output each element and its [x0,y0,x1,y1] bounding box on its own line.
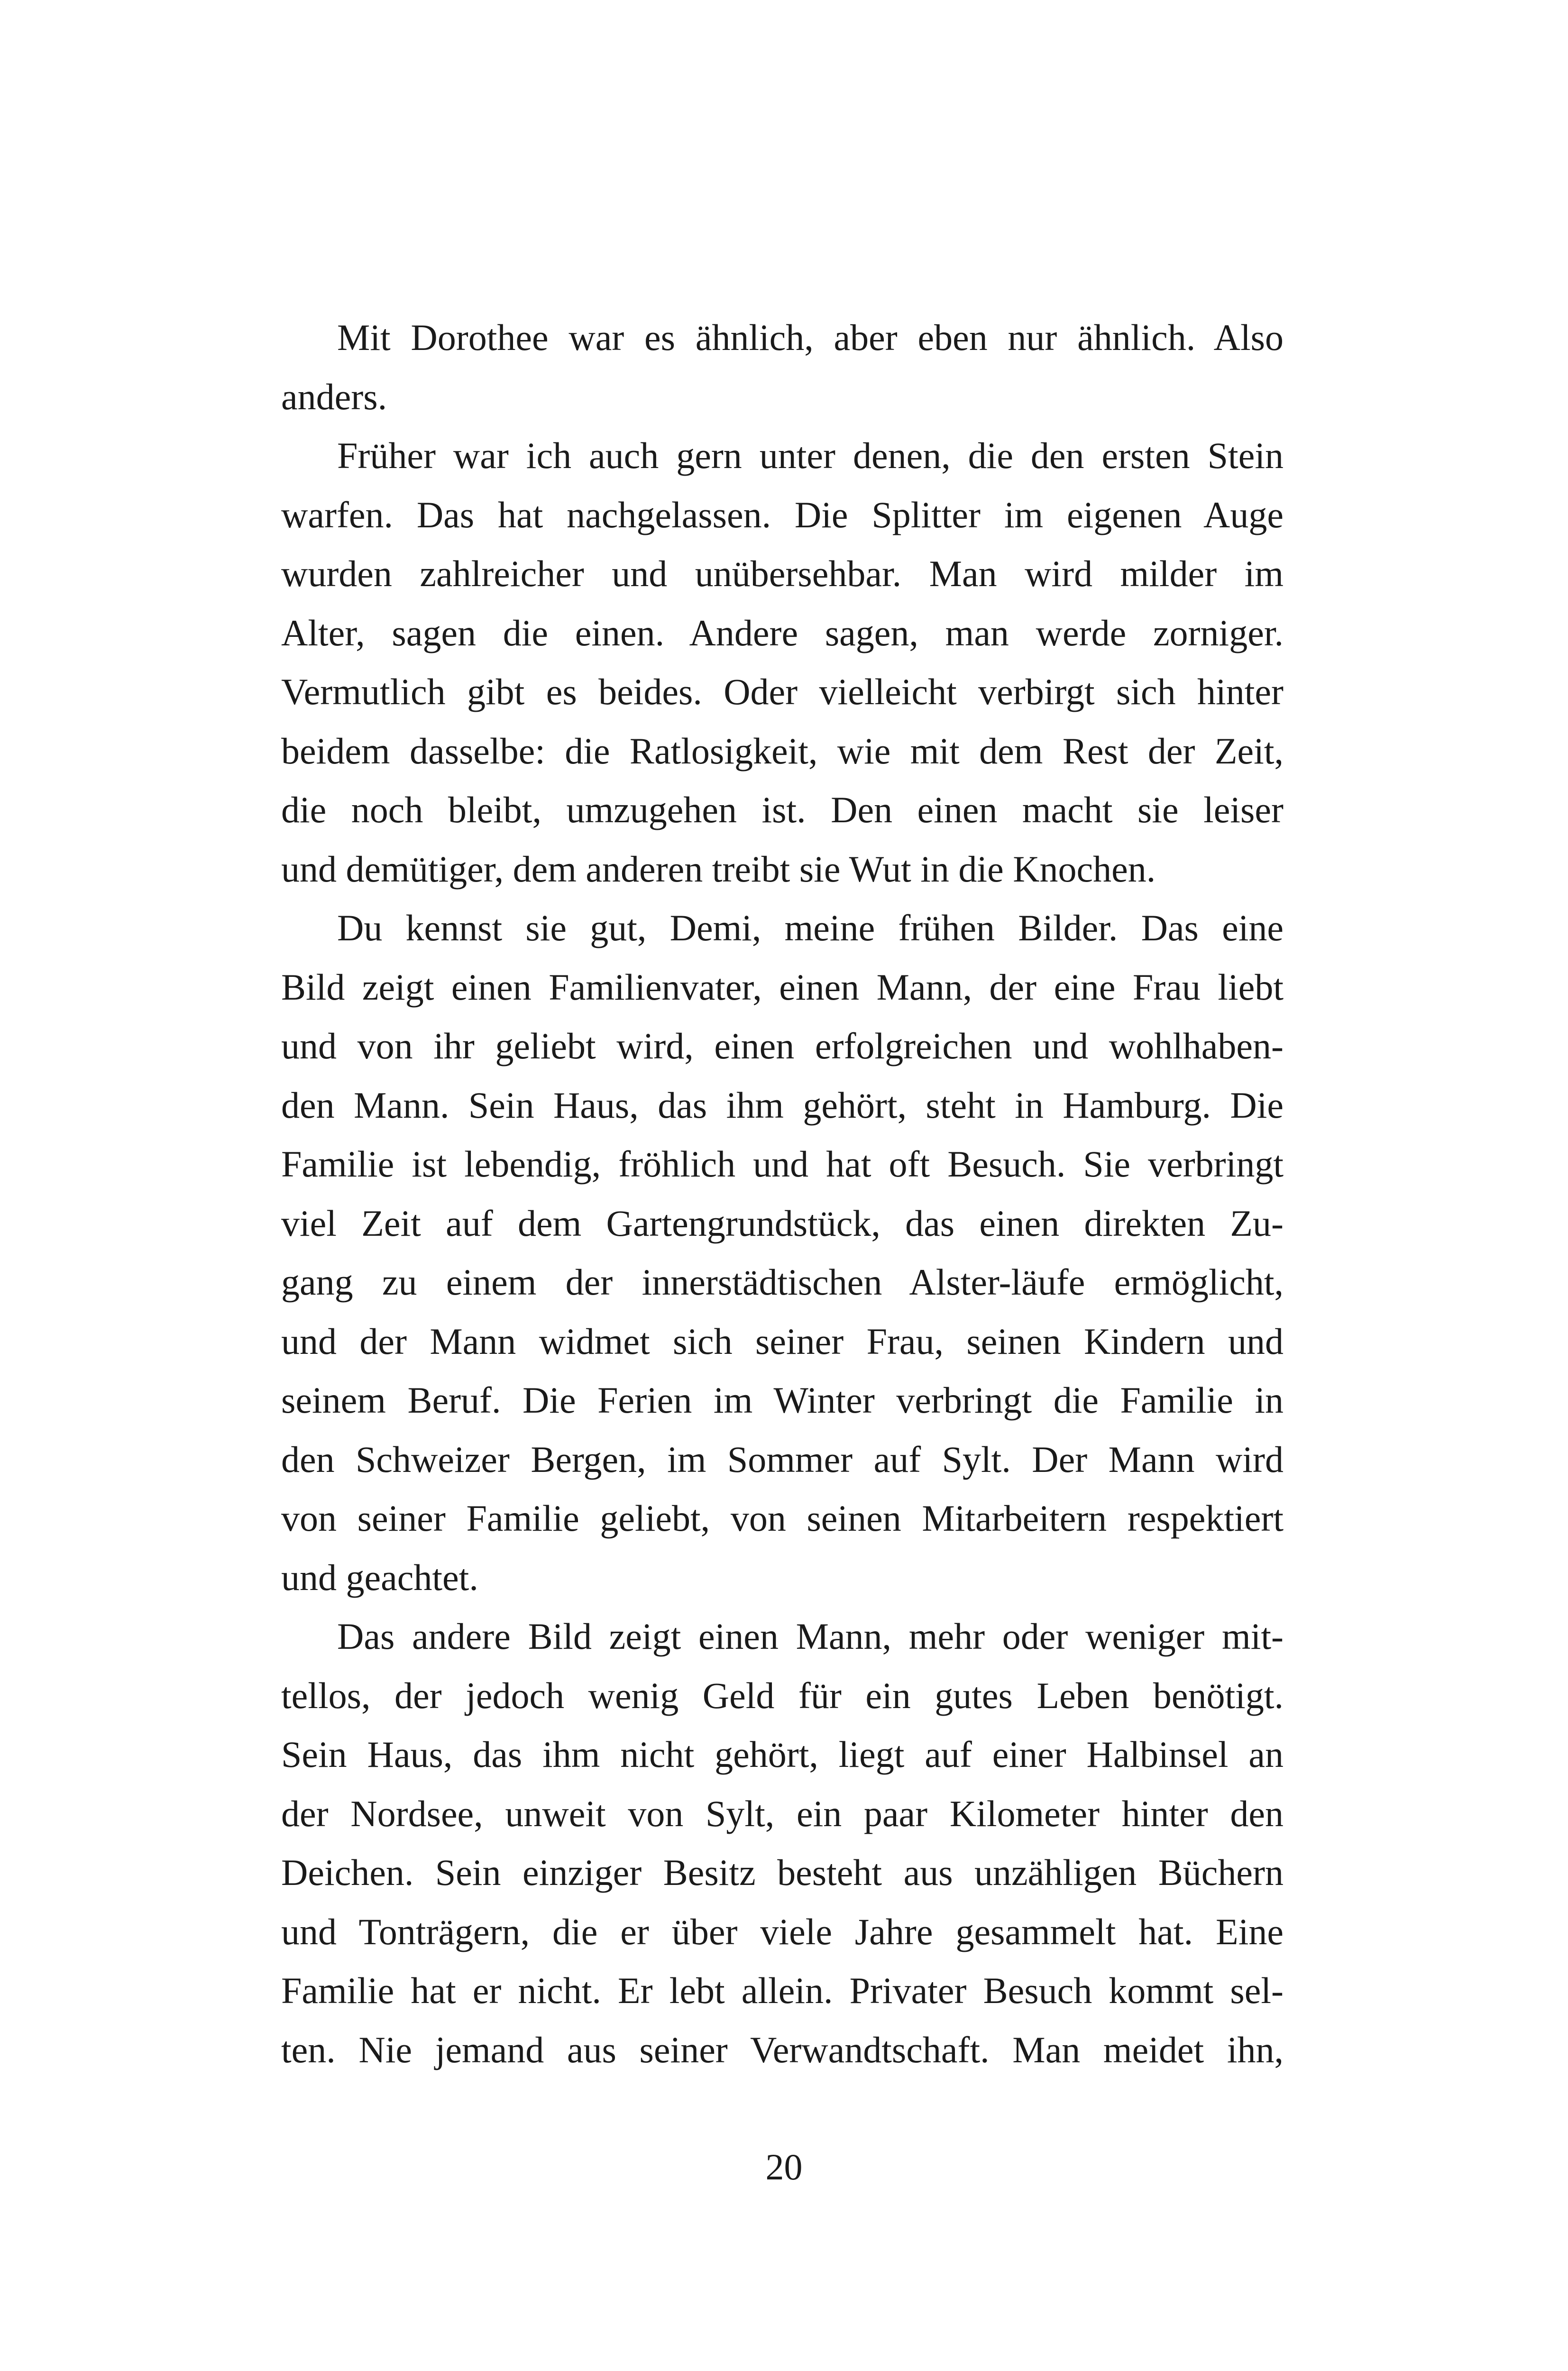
text-line: warfen. Das hat nachgelassen. Die Splitter im eigenen Auge [281,494,1284,535]
page-number: 20 [765,2146,803,2187]
text-line: und geachtet. [281,1556,478,1598]
text-line: Vermutlich gibt es beides. Oder vielleicht verbirgt sich hinter [281,671,1284,712]
text-line: Sein Haus, das ihm nicht gehört, liegt auf einer Halbinsel an [281,1734,1284,1775]
body-text [281,308,1284,2079]
text-line: viel Zeit auf dem Gartengrundstück, das einen direkten Zu- [281,1202,1284,1244]
text-line: Alter, sagen die einen. Andere sagen, man werde zorniger. [281,612,1284,653]
text-line: Früher war ich auch gern unter denen, die den ersten Stein [337,435,1284,476]
text-line: beidem dasselbe: die Ratlosigkeit, wie mit dem Rest der Zeit, [281,730,1284,772]
text-line: Familie ist lebendig, fröhlich und hat oft Besuch. Sie verbringt [281,1143,1284,1185]
text-line: ten. Nie jemand aus seiner Verwandtschaft. Man meidet ihn, [281,2029,1284,2070]
text-line: und von ihr geliebt wird, einen erfolgreichen und wohlhaben- [281,1025,1284,1066]
text-line: Familie hat er nicht. Er lebt allein. Privater Besuch kommt sel- [281,1970,1284,2011]
text-line: und demütiger, dem anderen treibt sie Wut in die Knochen. [281,848,1156,890]
text-line: die noch bleibt, umzugehen ist. Den einen macht sie leiser [281,789,1284,830]
text-line: der Nordsee, unweit von Sylt, ein paar Kilometer hinter den [281,1792,1284,1834]
text-line: Mit Dorothee war es ähnlich, aber eben nur ähnlich. Also [337,317,1284,358]
text-line: wurden zahlreicher und unübersehbar. Man wird milder im [281,553,1284,594]
text-line: und der Mann widmet sich seiner Frau, seinen Kindern und [281,1320,1284,1362]
text-line: gang zu einem der innerstädtischen Alster-läufe ermöglicht, [281,1261,1284,1303]
text-line: von seiner Familie geliebt, von seinen Mitarbeitern respektiert [281,1498,1284,1539]
text-line: Du kennst sie gut, Demi, meine frühen Bilder. Das eine [337,907,1284,948]
text-line: anders. [281,376,387,417]
text-line: tellos, der jedoch wenig Geld für ein gutes Leben benötigt. [281,1674,1284,1716]
text-line: Deichen. Sein einziger Besitz besteht aus unzähligen Büchern [281,1852,1284,1893]
text-line: seinem Beruf. Die Ferien im Winter verbringt die Familie in [281,1379,1284,1421]
text-line: und Tonträgern, die er über viele Jahre gesammelt hat. Eine [281,1911,1284,1952]
text-line: den Schweizer Bergen, im Sommer auf Sylt. Der Mann wird [281,1438,1284,1480]
text-line: den Mann. Sein Haus, das ihm gehört, steht in Hamburg. Die [281,1084,1284,1126]
text-line: Bild zeigt einen Familienvater, einen Mann, der eine Frau liebt [281,966,1284,1008]
text-line: Das andere Bild zeigt einen Mann, mehr oder weniger mit- [337,1616,1284,1657]
